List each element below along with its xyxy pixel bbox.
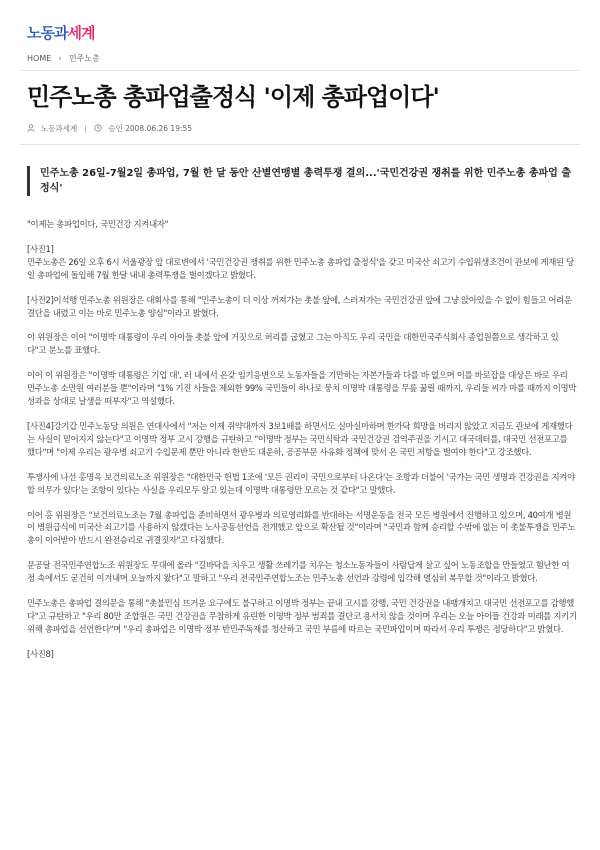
logo-text-1: 노동과 — [27, 24, 68, 42]
article-paragraph: 문공달 전국민주연합노조 위원장도 무대에 올라 "길바닥을 치우고 생활 쓰레기를 치우는 청소노동자들이 사람답게 살고 싶어 노동조합을 만들었고 험난한 여정 속에서도 굳건히 이겨내며 오늘까지 왔다"고 말하고 "우리 전국민주연합노조는 민주노총 선언과 강령에 입각해 열심히 복무할 것"이라고 밝혔다. — [27, 560, 570, 584]
divider — [20, 144, 580, 145]
article-body — [27, 218, 577, 673]
article-paragraph: 이 위원장은 이어 "이명박 대통령이 우리 아이들 촛불 앞에 거짓으로 허리를 굽혔고 그는 아직도 우리 국민을 대한민국주식회사 종업원쯤으로 생각하고 있다"고 분노를 표했다. — [27, 332, 559, 356]
breadcrumb-home[interactable]: HOME — [27, 54, 52, 63]
person-icon — [27, 124, 35, 134]
article-paragraph: 이어 이 위원장은 "이명박 대통령은 기업 대', 러 내에서 온갖 임기응변으로 노동자들을 기만하는 자본가들과 다를 바 없으며 이를 바로잡을 대상은 바로 우리 민주노총 소만원 여러분들 뿐"이라며 "1% 기진 사들을 제외한 99% 국민들이 하나로 뭉치 이명박 대통령을 무릎 꿇릴 때까지, 우리들 씨가 마를 때까지 이명박 성과을 상대로 날생을 떠부자"고 역설했다. — [27, 370, 577, 407]
breadcrumb-section[interactable]: 민주노총 — [68, 54, 100, 63]
article-paragraph: "이제는 총파업이다, 국민건강 지켜내자" — [27, 219, 169, 229]
article-paragraph: [사진2]이석행 민주노총 위원장은 대회사를 통해 "민주노총이 더 이상 꺼져가는 촛불 앞에, 스러져가는 국민건강권 앞에 그냥 앉아있을 수 없이 힘들고 어려운 결단을 내렸고 이는 바로 민주노총 양심"이라고 밝혔다. — [27, 294, 572, 318]
article-paragraph: [사진8] — [27, 648, 54, 659]
chevron-right-icon: › — [58, 53, 62, 64]
article-date: 승인 2008.06.26 19:55 — [108, 124, 193, 133]
article-paragraph: 투쟁사에 나선 홍명옥 보건의료노조 위원장은 "대한민국 헌법 1조에 '모든 권리이 국민으로부터 나온다'는 조항과 더불어 '국가는 국민 생명과 건강권을 지켜야 할 의무가 있다'는 조항이 있다는 사실을 우리모두 알고 있는데 이명박 대통령만 모르는 것 같다"고 말했다. — [27, 471, 575, 495]
article-paragraph: 이어 홍 위원장은 "보건의료노조는 7월 총파업을 준비하면서 광우병과 의료영리화를 반대하는 서명운동을 전국 모든 병원에서 진행하고 있으며, 40여개 병원이 병원급식에 미국산 쇠고기를 사용하지 않겠다는 노사공동선언을 전개했고 앞으로 확산될 것"이라며 "국민과 함께 승리할 수밖에 없는 이 촛불투쟁을 민주노총이 이어받아 반드시 완전승리로 귀결짓자"고 다짐했다. — [27, 509, 576, 546]
meta-separator — [85, 125, 86, 133]
article-meta — [27, 123, 192, 134]
article-author[interactable]: 노동과세계 — [41, 124, 78, 133]
logo-text-2: 세계 — [67, 24, 95, 42]
breadcrumb — [27, 53, 100, 64]
article-summary: 민주노총 26일-7월2일 총파업, 7월 한 달 동안 산별연맹별 총력투쟁 결의...'국민건강권 쟁취를 위한 민주노총 총파업 출정식' — [27, 166, 575, 196]
site-logo[interactable] — [27, 22, 94, 44]
clock-icon — [94, 124, 102, 134]
article-paragraph: 민주노총은 총파업 결의문을 통해 "촛불민심 뜨거운 요구에도 불구하고 이명박 정부는 끝내 고시를 강행, 국민 건강권을 내팽개치고 대국민 선전포고를 감행했다"고 규탄하고 "우리 80만 조합원은 국민 건강권을 무참하게 유린한 이명박 정부 범죄를 결단코 용서치 않을 것이며 우리는 오늘 아이들 건강과 미래를 지키기 위해 총파업을 선언한다"며 "우리 총파업은 이명박 정부 반민주독재를 청산하고 국민 부름에 따르는 국민파업이며 따라서 우리 투쟁은 정당하다"고 밝혔다. — [27, 598, 577, 634]
article-paragraph: [사진4]강기갑 민주노동당 의원은 연대사에서 "저는 이제 쥐약대까지 3보1배를 하면서도 실마실마하며 한가닥 희망을 버리지 않았고 지금도 관보에 게재했다는 사실이 믿어지지 않는다"고 이명박 정부 고시 강행을 규탄하고 "이명박 정부는 국민식탁과 국민건강권 검역주권을 기시고 대국데터를, 대국민 선전포고를 했다"며 "이제 우리는 광우병 쇠고기 수입문제 뿐만 아니라 한반도 대운하, 공공부문 사유화 정책에 맞서 온 국민 저항을 벌여야 한다"고 강조했다. — [27, 420, 573, 457]
article-paragraph: [사진1] 민주노총은 26일 오후 6시 서울광장 앞 대로변에서 '국민건강권 쟁취를 위한 민주노총 총파업 출정식'을 갖고 미국산 쇠고기 수입위생조건이 관보에 게재된 당일 총파업에 돌입해 7월 한달 내내 총력투쟁을 벌이겠다고 밝혔다. — [27, 243, 574, 280]
article-title: 민주노총 총파업출정식 '이제 총파업이다' — [27, 83, 439, 111]
divider — [20, 70, 580, 71]
